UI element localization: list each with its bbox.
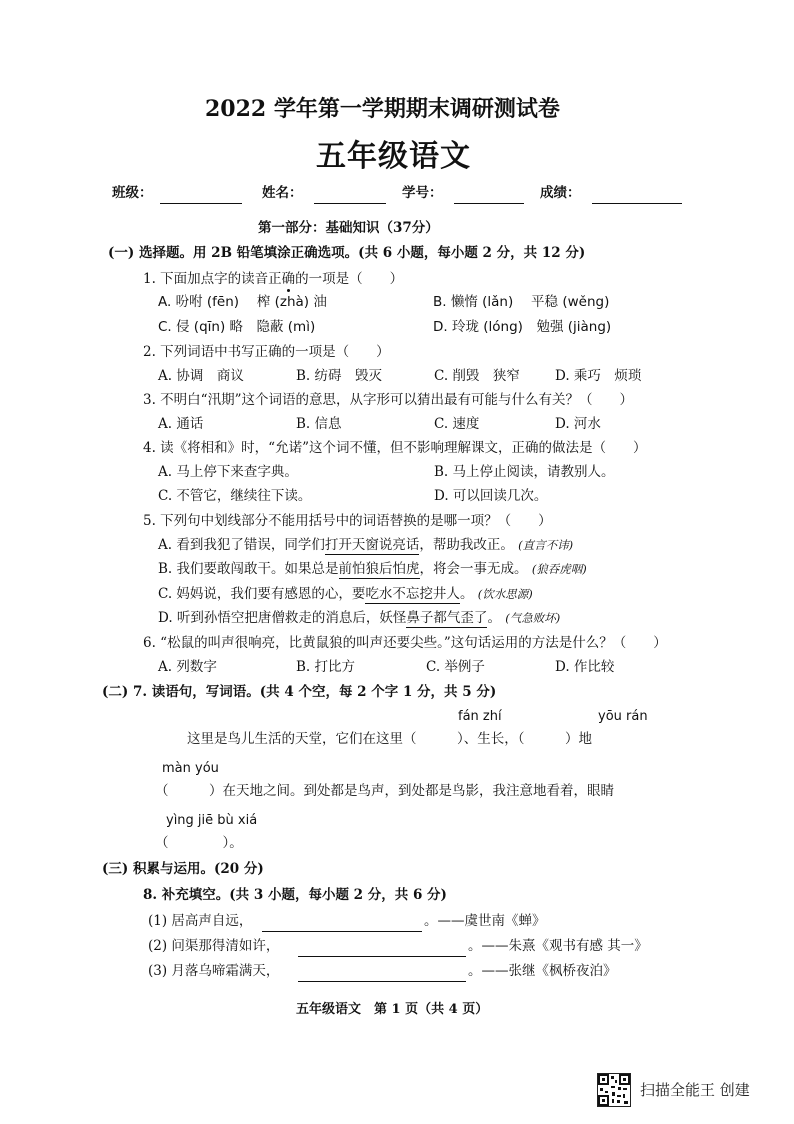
poem-source-3: 。——张继《枫桥夜泊》	[468, 963, 617, 979]
q1-option-a[interactable]: A. 吩咐 (fēn) 榨 (zhà) 油	[158, 294, 327, 310]
poem-blank-1[interactable]	[262, 917, 422, 932]
class-label: 班级：	[112, 185, 153, 201]
poem-blank-3[interactable]	[298, 967, 466, 982]
section2-title: (二) 7. 读语句，写词语。(共 4 个空，每 2 个字 1 分，共 5 分)	[102, 684, 497, 700]
poem-line-3: (3) 月落乌啼霜满天，	[148, 963, 280, 979]
fill-line-3: （ ）。	[155, 835, 243, 851]
q8-stem: 8. 补充填空。(共 3 小题，每小题 2 分，共 6 分)	[143, 887, 447, 903]
q4-option-a[interactable]: A. 马上停下来查字典。	[158, 464, 298, 480]
student-id-label: 学号：	[402, 185, 443, 201]
name-field[interactable]	[314, 189, 386, 204]
q3-option-b[interactable]: B. 信息	[296, 416, 342, 432]
q6-option-a[interactable]: A. 列数字	[158, 659, 217, 675]
q5-option-b[interactable]: B. 我们要敢闯敢干。如果总是前怕狼后怕虎，将会一事无成。 (狼吞虎咽)	[158, 561, 587, 577]
q6-option-d[interactable]: D. 作比较	[555, 659, 615, 675]
class-field[interactable]	[160, 189, 242, 204]
poem-line-1: (1) 居高声自远，	[148, 913, 253, 929]
q4-option-b[interactable]: B. 马上停止阅读，请教别人。	[434, 464, 615, 480]
score-label: 成绩：	[540, 185, 581, 201]
score-field[interactable]	[592, 189, 682, 204]
q3-stem: 3. 不明白“汛期”这个词语的意思，从字形可以猜出最有可能与什么有关？（ ）	[143, 392, 633, 408]
poem-blank-2[interactable]	[298, 942, 466, 957]
q6-option-b[interactable]: B. 打比方	[296, 659, 356, 675]
pinyin-yingjiebuxia: yìng jiē bù xiá	[166, 813, 258, 828]
pinyin-fanzhi: fán zhí	[458, 709, 502, 724]
q6-option-c[interactable]: C. 举例子	[426, 659, 485, 675]
exam-title: 2022 学年第一学期期末调研测试卷	[205, 96, 560, 122]
q2-option-a[interactable]: A. 协调 商议	[158, 368, 244, 384]
student-id-field[interactable]	[454, 189, 524, 204]
part1-title: 第一部分：基础知识（37分）	[258, 220, 439, 236]
name-label: 姓名：	[262, 185, 303, 201]
page-footer: 五年级语文 第 1 页（共 4 页）	[296, 1002, 489, 1017]
fill-line-2: （ ）在天地之间。到处都是鸟声，到处都是鸟影，我注意地看着，眼睛	[155, 783, 614, 799]
q2-stem: 2. 下列词语中书写正确的一项是（ ）	[143, 344, 390, 360]
q1-option-b[interactable]: B. 懒惰 (lǎn) 平稳 (wěng)	[433, 294, 610, 310]
q4-option-c[interactable]: C. 不管它，继续往下读。	[158, 488, 312, 504]
q1-stem: 1. 下面加点字的读音正确的一项是（ ）	[143, 271, 404, 287]
q1-option-c[interactable]: C. 侵 (qīn) 略 隐蔽 (mì)	[158, 319, 316, 335]
q3-option-d[interactable]: D. 河水	[555, 416, 601, 432]
section3-title: (三) 积累与运用。(20 分)	[102, 861, 264, 877]
poem-line-2: (2) 问渠那得清如许，	[148, 938, 280, 954]
q2-option-d[interactable]: D. 乘巧 烦琐	[555, 368, 642, 384]
q2-option-b[interactable]: B. 纺碍 毁灭	[296, 368, 383, 384]
qr-code-icon	[597, 1073, 631, 1107]
q5-option-c[interactable]: C. 妈妈说，我们要有感恩的心，要吃水不忘挖井人。 (饮水思源)	[158, 586, 533, 602]
q6-stem: 6. “松鼠的叫声很响亮，比黄鼠狼的叫声还要尖些。”这句话运用的方法是什么？（ ）	[143, 635, 667, 651]
q3-option-c[interactable]: C. 速度	[434, 416, 480, 432]
subject-title: 五年级语文	[316, 139, 471, 174]
q5-option-a[interactable]: A. 看到我犯了错误，同学们打开天窗说亮话，帮助我改正。 (直言不讳)	[158, 537, 574, 553]
q2-option-c[interactable]: C. 削毁 狭窄	[434, 368, 520, 384]
q5-option-d[interactable]: D. 听到孙悟空把唐僧救走的消息后，妖怪鼻子都气歪了。 (气急败坏)	[158, 610, 561, 626]
poem-source-1: 。——虞世南《蝉》	[424, 913, 546, 929]
q4-stem: 4. 读《将相和》时，“允诺”这个词不懂，但不影响理解课文，正确的做法是（ ）	[143, 440, 647, 456]
q3-option-a[interactable]: A. 通话	[158, 416, 204, 432]
section1-title: (一) 选择题。用 2B 铅笔填涂正确选项。(共 6 小题，每小题 2 分，共 12 分)	[108, 245, 586, 261]
pinyin-manyou: màn yóu	[162, 761, 219, 776]
fill-line-1: 这里是鸟儿生活的天堂，它们在这里（ ）、生长，（ ）地	[187, 731, 592, 747]
poem-source-2: 。——朱熹《观书有感 其一》	[468, 938, 648, 954]
q1-option-d[interactable]: D. 玲珑 (lóng) 勉强 (jiàng)	[433, 319, 612, 335]
pinyin-youran: yōu rán	[598, 709, 648, 724]
scanner-watermark: 扫描全能王 创建	[640, 1081, 750, 1099]
q5-stem: 5. 下列句中划线部分不能用括号中的词语替换的是哪一项？（ ）	[143, 513, 552, 529]
q4-option-d[interactable]: D. 可以回读几次。	[434, 488, 548, 504]
